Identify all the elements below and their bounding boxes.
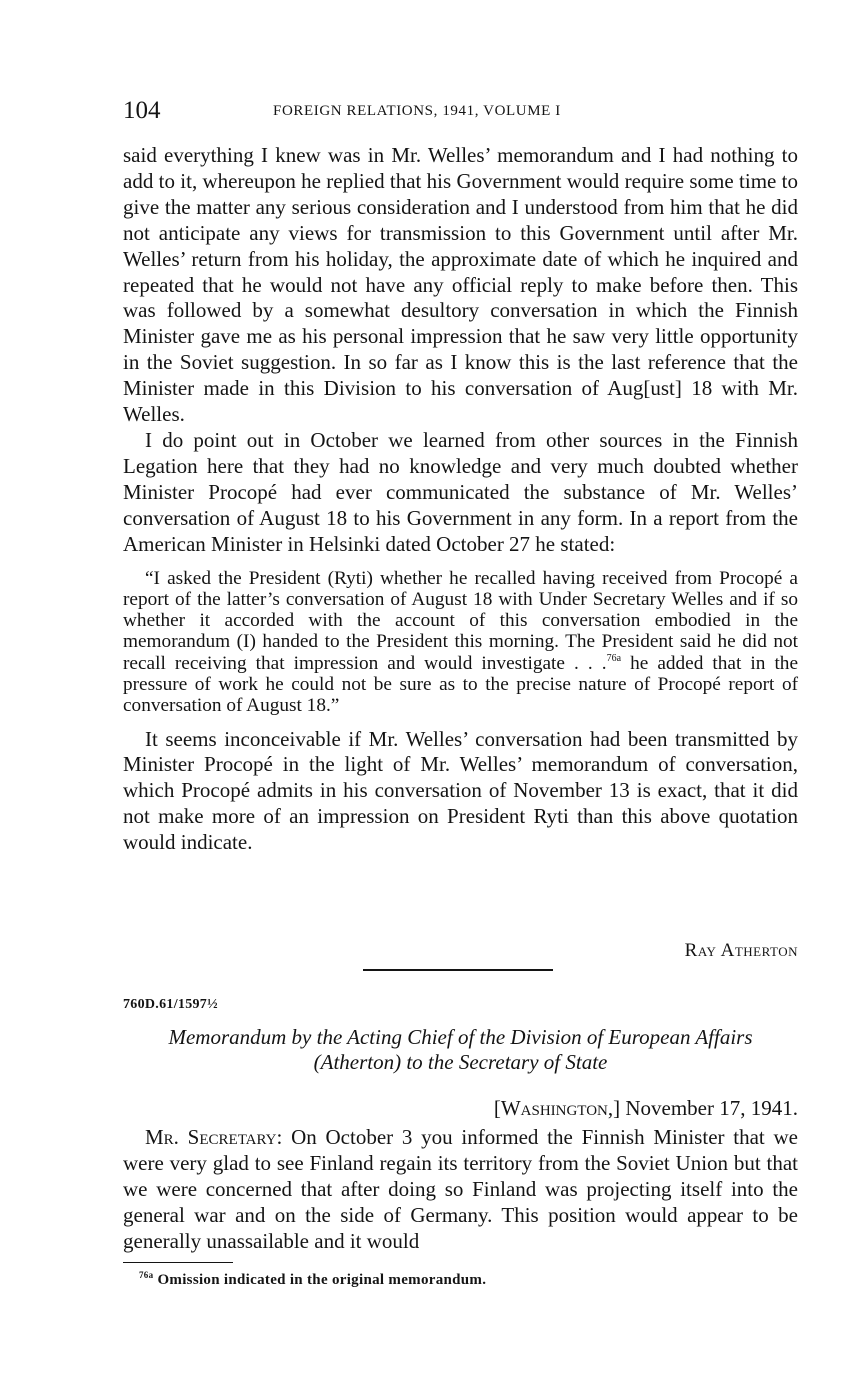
paragraph-continuation: said everything I knew was in Mr. Welles’ memorandum and I had nothing to add to it, whereupon he replied that his Government would require some time to give the matter any serious consideration and I understood from him that he did not anticipate any views for transmission to this Government until after Mr. Welles’ return from his holiday, the approximate date of which he inquired and repeated that he would not have any official reply to make before then. This was followed by a somewhat desultory conversation in which the Finnish Minister gave me as his personal impression that he saw very little opportunity in the Soviet suggestion. In so far as I know this is the last reference that the Minister made in this Division to his conversation of Aug[ust] 18 with Mr. Welles.: [123, 143, 798, 427]
salutation: Mr. Secretary:: [145, 1125, 283, 1149]
paragraph-october-legation: I do point out in October we learned from other sources in the Finnish Legation here that they had no knowledge and very much doubted whether Minister Procopé had ever communicated the substance of Mr. Welles’ conversation of August 18 to his Government in any form. In a report from the American Minister in Helsinki dated October 27 he stated:: [123, 427, 798, 556]
footnote-reference: 76a: [606, 652, 622, 664]
memo-body: [123, 1125, 798, 1255]
signature: Ray Atherton: [684, 940, 798, 961]
memo-title: [123, 1025, 798, 1075]
file-number: 760D.61/1597½: [123, 997, 218, 1012]
footnote-text: Omission indicated in the original memorandum.: [153, 1272, 487, 1288]
paragraph-inconceivable: It seems inconceivable if Mr. Welles’ conversation had been transmitted by Minister Procopé in the light of Mr. Welles’ memorandum of conversation, which Procopé admits in his conversation of November 13 is exact, that it did not make more of an impression on President Ryti than this above quotation would indicate.: [123, 726, 798, 855]
section-divider: [363, 969, 553, 971]
page-number: 104: [123, 97, 161, 124]
dateline: [494, 1096, 798, 1121]
footnote-marker: 76a: [139, 1270, 154, 1280]
dateline-place: [Washington,]: [493, 1096, 621, 1120]
footnote-divider: [123, 1262, 233, 1263]
paragraph-memo-opening: [123, 1125, 798, 1255]
memo-title-line-2: (Atherton) to the Secretary of State: [313, 1050, 608, 1074]
continuation-section: [123, 143, 798, 856]
running-head: FOREIGN RELATIONS, 1941, VOLUME I: [273, 103, 561, 119]
memo-opening-text: On October 3 you informed the Finnish Minister that we were very glad to see Finland regain its territory from the Soviet Union but that we were concerned that after doing so Finland was projecting itself into the general war and on the side of Germany. This position would appear to be generally unassailable and it would: [123, 1125, 798, 1253]
dateline-date: November 17, 1941.: [620, 1096, 798, 1120]
memo-title-line-1: Memorandum by the Acting Chief of the Division of European Affairs: [168, 1025, 753, 1049]
block-quote: [123, 568, 798, 717]
page-header: [123, 96, 798, 126]
quote-text-part1: “I asked the President (Ryti) whether he recalled having received from Procopé a report of the latter’s conversation of August 18 with Under Secretary Welles and if so whether it accorded with the account of this conversation embodied in the memorandum (I) handed to the President this morning. The President said he did not recall receiving that impression and would investigate . . .: [123, 567, 798, 674]
quote-text-part2: he added that in the pressure of work he could not be sure as to the precise nature of Procopé report of conversation of August 18.”: [123, 652, 798, 717]
footnote: [139, 1272, 486, 1289]
